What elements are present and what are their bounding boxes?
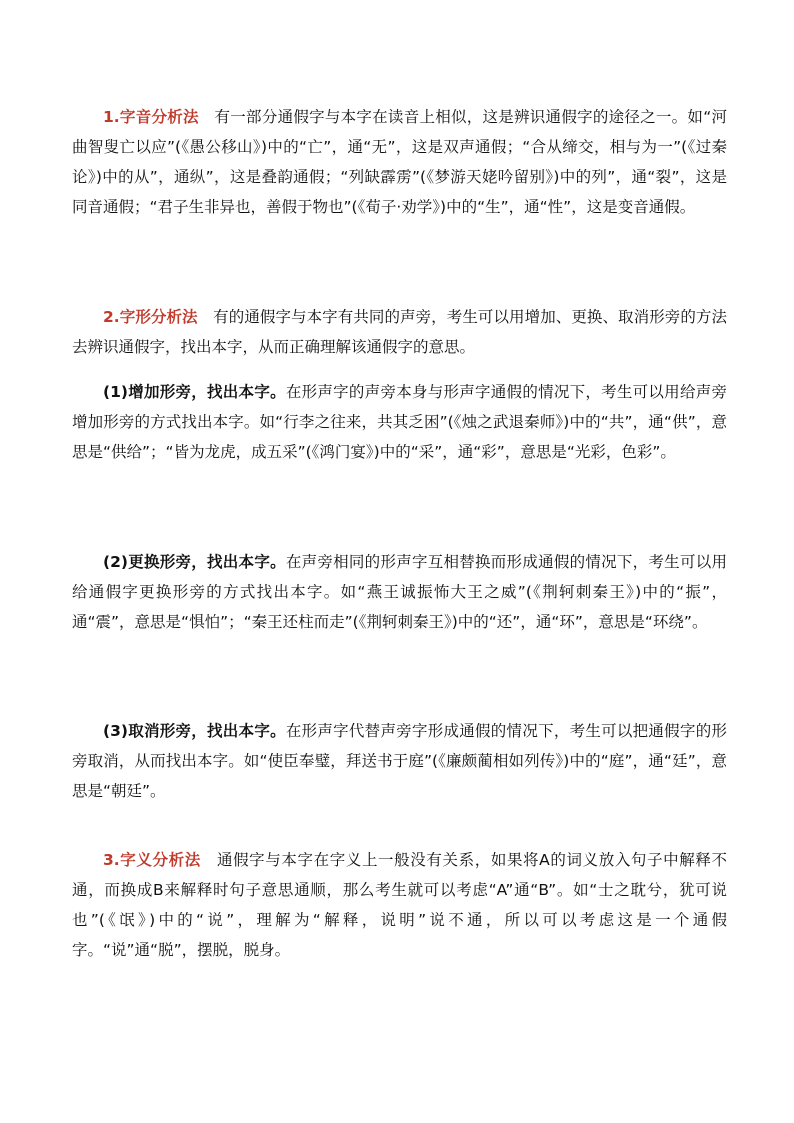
section-heading-phonetic: 1.字音分析法 bbox=[103, 108, 199, 126]
body-replace-radical: 在声旁相同的形声字互相替换而形成通假的情况下，考生可以用给通假字更换形旁的方式找出本字。如“燕王诚振怖大王之威”(《荆轲刺秦王》)中的“振”，通“震”，意思是“惧怕”；“秦王还柱而走”(《荆轲刺秦王》)中的“还”，通“环”，意思是“环绕”。 bbox=[72, 553, 727, 631]
paragraph-meaning-method bbox=[72, 845, 727, 965]
subheading-remove-radical: (3)取消形旁，找出本字。 bbox=[103, 722, 286, 740]
section-body-glyph: 有的通假字与本字有共同的声旁，考生可以用增加、更换、取消形旁的方法去辨识通假字，找出本字，从而正确理解该通假字的意思。 bbox=[72, 308, 727, 356]
paragraph-glyph-method bbox=[72, 302, 727, 362]
subheading-replace-radical: (2)更换形旁，找出本字。 bbox=[103, 553, 286, 571]
paragraph-remove-radical bbox=[72, 716, 727, 806]
section-heading-meaning: 3.字义分析法 bbox=[103, 851, 201, 869]
paragraph-phonetic-method bbox=[72, 102, 727, 222]
paragraph-replace-radical bbox=[72, 547, 727, 637]
section-body-meaning: 通假字与本字在字义上一般没有关系，如果将A的词义放入句子中解释不通，而换成B来解释时句子意思通顺，那么考生就可以考虑“A”通“B”。如“士之耽兮，犹可说也”(《氓》)中的“说”，理解为“解释，说明”说不通，所以可以考虑这是一个通假字。“说”通“脱”，摆脱，脱身。 bbox=[72, 851, 727, 959]
body-add-radical: 在形声字的声旁本身与形声字通假的情况下，考生可以用给声旁增加形旁的方式找出本字。如“行李之往来，共其乏困”(《烛之武退秦师》)中的“共”，通“供”，意思是“供给”；“皆为龙虎，成五采”(《鸿门宴》)中的“采”，通“彩”，意思是“光彩，色彩”。 bbox=[72, 383, 727, 461]
subheading-add-radical: (1)增加形旁，找出本字。 bbox=[103, 383, 286, 401]
section-body-phonetic: 有一部分通假字与本字在读音上相似，这是辨识通假字的途径之一。如“河曲智叟亡以应”(《愚公移山》)中的“亡”，通“无”，这是双声通假；“合从缔交，相与为一”(《过秦论》)中的从”，通纵”，这是叠韵通假；“列缺霹雳”(《梦游天姥吟留别》)中的列”，通“裂”，这是同音通假；“君子生非异也，善假于物也”(《荀子·劝学》)中的“生”，通“性”，这是变音通假。 bbox=[72, 108, 727, 216]
paragraph-add-radical bbox=[72, 377, 727, 467]
body-remove-radical: 在形声字代替声旁字形成通假的情况下，考生可以把通假字的形旁取消，从而找出本字。如“使臣奉璧，拜送书于庭”(《廉颇蔺相如列传》)中的“庭”，通“廷”，意思是“朝廷”。 bbox=[72, 722, 727, 800]
section-heading-glyph: 2.字形分析法 bbox=[103, 308, 198, 326]
